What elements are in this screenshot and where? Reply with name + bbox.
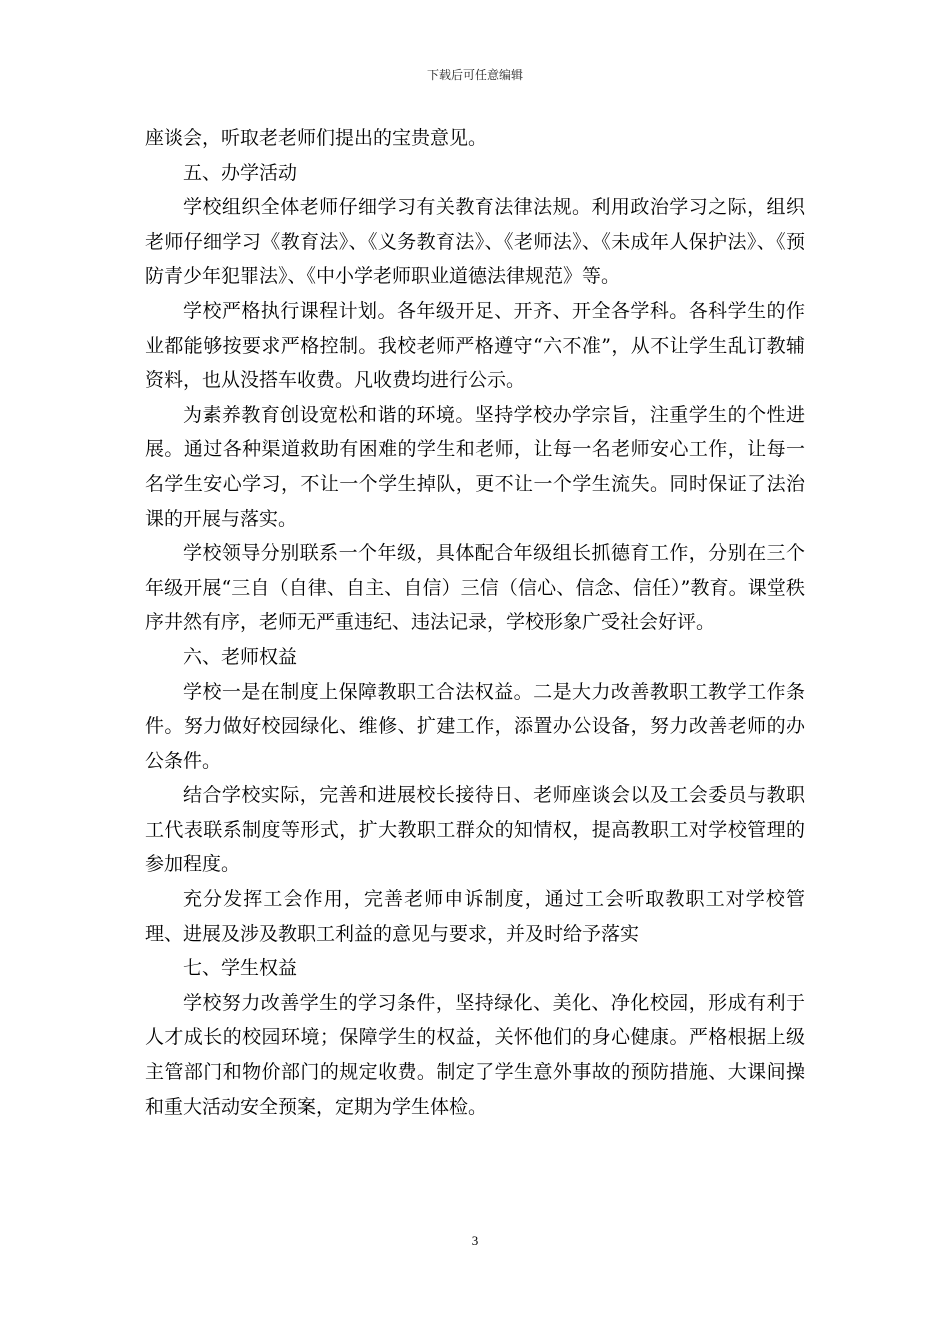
section-heading-student-rights: 七、学生权益 xyxy=(183,957,298,980)
page-header: 下载后可任意编辑 xyxy=(426,68,523,82)
paragraph-curriculum: 学校严格执行课程计划。各年级开足、开齐、开全各学科。各科学生的作业都能够按要求严格控制。我校老师严格遵守“六不准”，从不让学生乱订教辅资料，也从没搭车收费。凡收费均进行公示。 xyxy=(145,299,805,392)
paragraph-moral-education: 学校领导分别联系一个年级，具体配合年级组长抓德育工作，分别在三个年级开展“三自（自律、自主、自信）三信（信心、信念、信任）”教育。课堂秩序井然有序，老师无严重违纪、违法记录，学校形象广受社会好评。 xyxy=(145,542,805,634)
section-heading-school-activities: 五、办学活动 xyxy=(183,161,298,184)
paragraph-staff-rights: 学校一是在制度上保障教职工合法权益。二是大力改善教职工教学工作条件。努力做好校园绿化、维修、扩建工作，添置办公设备，努力改善老师的办公条件。 xyxy=(145,680,805,772)
paragraph-law-study: 学校组织全体老师仔细学习有关教育法律法规。利用政治学习之际，组织老师仔细学习《教育法》、《义务教育法》、《老师法》、《未成年人保护法》、《预防青少年犯罪法》、《中小学老师职业道德法律规范》等。 xyxy=(145,196,805,288)
section-heading-teacher-rights: 六、老师权益 xyxy=(183,645,298,668)
page-number: 3 xyxy=(471,1233,479,1248)
paragraph-principal-reception: 结合学校实际，完善和进展校长接待日、老师座谈会以及工会委员与教职工代表联系制度等形式，扩大教职工群众的知情权，提高教职工对学校管理的参加程度。 xyxy=(145,784,805,876)
paragraph-student-conditions: 学校努力改善学生的学习条件，坚持绿化、美化、净化校园，形成有利于人才成长的校园环境；保障学生的权益，关怀他们的身心健康。严格根据上级主管部门和物价部门的规定收费。制定了学生意外事故的预防措施、大课间操和重大活动安全预案，定期为学生体检。 xyxy=(145,991,805,1118)
paragraph-quality-education: 为素养教育创设宽松和谐的环境。坚持学校办学宗旨，注重学生的个性进展。通过各种渠道救助有困难的学生和老师，让每一名老师安心工作，让每一名学生安心学习，不让一个学生掉队，更不让一个学生流失。同时保证了法治课的开展与落实。 xyxy=(145,403,805,530)
document-body xyxy=(145,121,805,1124)
paragraph-continuation: 座谈会，听取老老师们提出的宝贵意见。 xyxy=(145,127,488,149)
paragraph-union-role: 充分发挥工会作用，完善老师申诉制度，通过工会听取教职工对学校管理、进展及涉及教职工利益的意见与要求，并及时给予落实 xyxy=(145,888,805,945)
